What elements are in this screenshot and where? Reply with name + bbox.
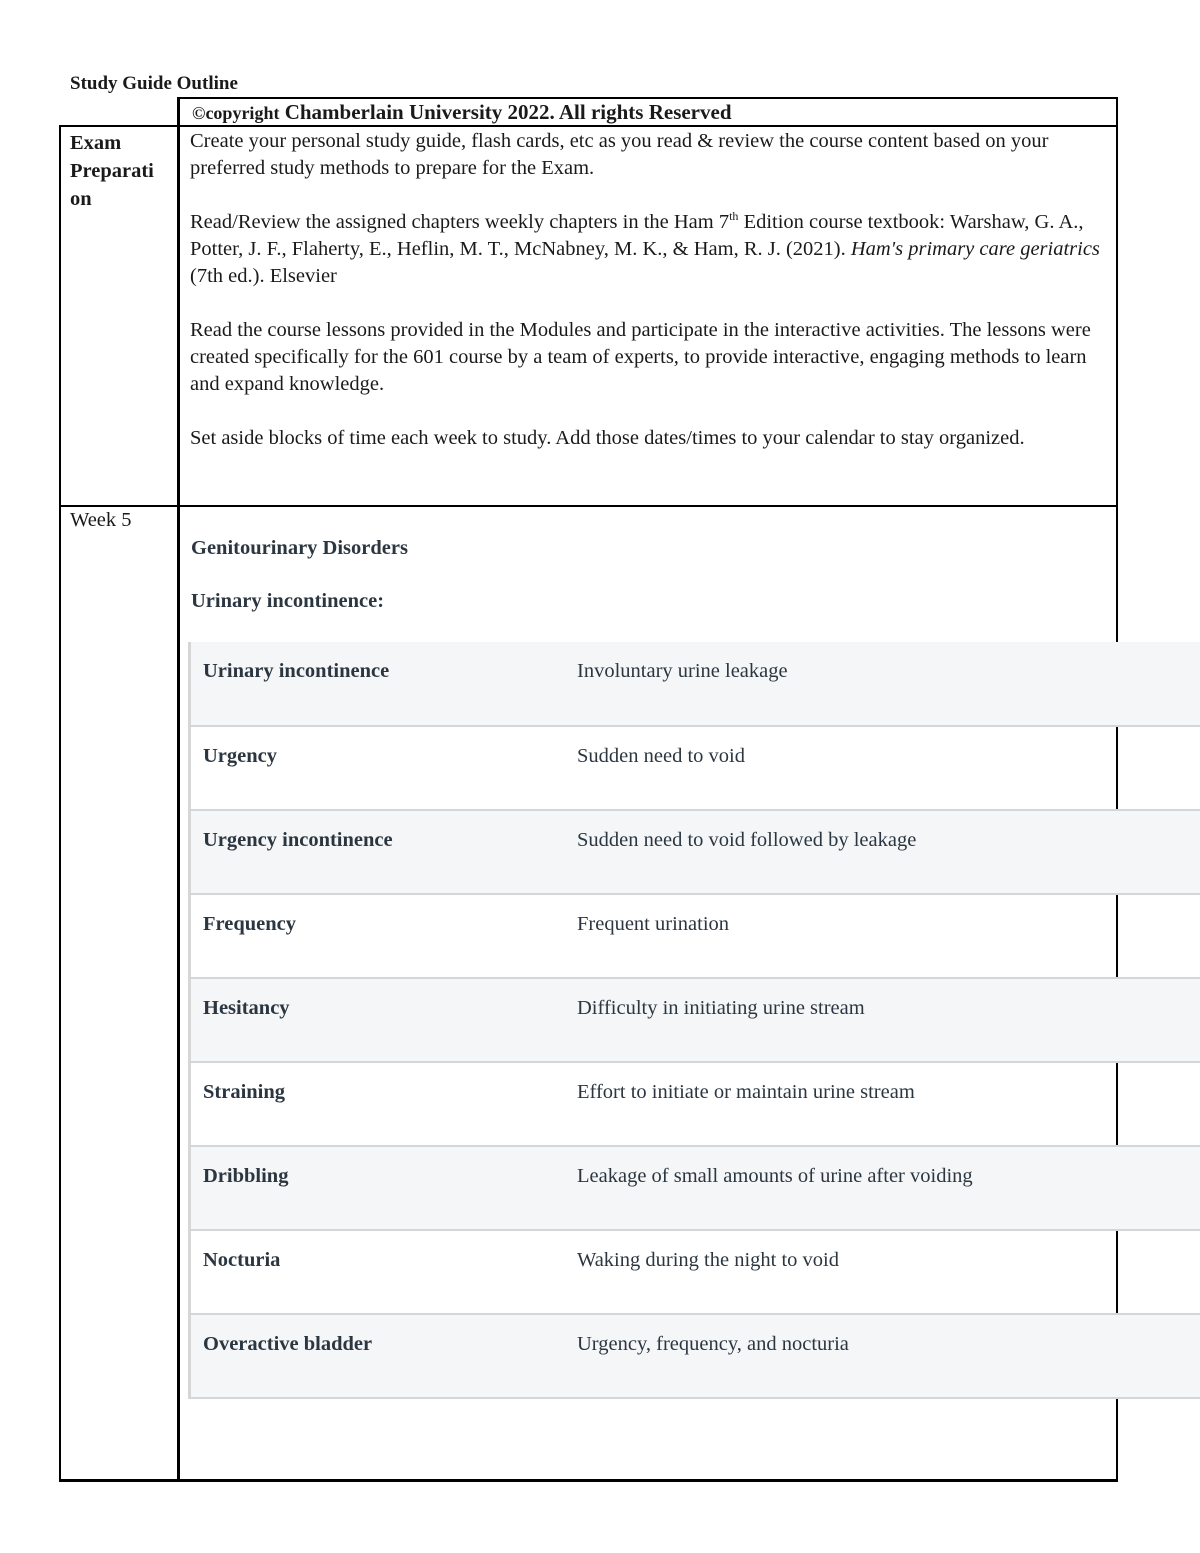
textbook-text-start: Read/Review the assigned chapters weekly chapters in the Ham 7 <box>190 211 730 233</box>
definition-term: Urinary incontinence <box>203 660 390 682</box>
table-row <box>191 1147 1200 1231</box>
textbook-text-end: (7th ed.). Elsevier <box>190 265 337 287</box>
table-row <box>191 727 1200 811</box>
definition-description: Sudden need to void followed by leakage <box>577 829 917 851</box>
definition-term: Dribbling <box>203 1165 289 1187</box>
definition-term: Overactive bladder <box>203 1333 373 1355</box>
definition-term: Straining <box>203 1081 286 1103</box>
definition-term: Urgency incontinence <box>203 829 393 851</box>
study-guide-paragraph: Create your personal study guide, flash cards, etc as you read & review the course content based on your preferred study methods to prepare for the Exam. <box>190 130 1049 179</box>
definition-description: Waking during the night to void <box>577 1249 839 1271</box>
table-row <box>191 1063 1200 1147</box>
header-bottom-border <box>59 125 1118 127</box>
definition-description: Involuntary urine leakage <box>577 660 788 682</box>
copyright-text: Chamberlain University 2022. All rights Reserved <box>279 100 732 124</box>
table-row <box>191 642 1200 727</box>
copyright-prefix: ©copyright <box>192 103 280 123</box>
definition-description: Urgency, frequency, and nocturia <box>577 1333 849 1355</box>
section-heading: Genitourinary Disorders <box>191 537 408 559</box>
table-top-border <box>178 97 1118 99</box>
schedule-paragraph: Set aside blocks of time each week to study. Add those dates/times to your calendar to stay organized. <box>190 427 1025 449</box>
textbook-title: Ham's primary care geriatrics <box>850 238 1100 260</box>
definition-description: Leakage of small amounts of urine after voiding <box>577 1165 973 1187</box>
lessons-paragraph: Read the course lessons provided in the Modules and participate in the interactive activities. The lessons were created specifically for the 601 course by a team of experts, to provide interactive, engaging methods to learn and expand knowledge. <box>190 319 1091 395</box>
definition-term: Nocturia <box>203 1249 281 1271</box>
definition-description: Sudden need to void <box>577 745 745 767</box>
exam-row-bottom-border <box>59 505 1118 507</box>
week-5-label: Week 5 <box>70 509 132 531</box>
definition-term: Frequency <box>203 913 297 935</box>
textbook-text-middle: Edition course textbook: Warshaw, G. A., Potter, J. F., Flaherty, E., Heflin, M. T., McNabney, M. K., & Ham, R. J. (2021). <box>190 211 1084 260</box>
section-subheading: Urinary incontinence: <box>191 590 385 612</box>
exam-preparation-label: Exam Preparati on <box>70 132 154 210</box>
definitions-table <box>188 642 1200 1399</box>
textbook-paragraph <box>190 209 1110 290</box>
definition-term: Hesitancy <box>203 997 290 1019</box>
document-title: Study Guide Outline <box>70 73 238 94</box>
definition-description: Effort to initiate or maintain urine stream <box>577 1081 915 1103</box>
table-row <box>191 979 1200 1063</box>
definition-description: Frequent urination <box>577 913 730 935</box>
definition-term: Urgency <box>203 745 278 767</box>
column-divider <box>177 97 180 1482</box>
table-row <box>191 811 1200 895</box>
table-bottom-border <box>59 1479 1118 1482</box>
table-row <box>191 895 1200 979</box>
edition-superscript: th <box>729 209 739 224</box>
table-left-border <box>59 125 61 1482</box>
copyright-header <box>192 100 732 125</box>
table-row <box>191 1315 1200 1399</box>
table-row <box>191 1231 1200 1315</box>
definition-description: Difficulty in initiating urine stream <box>577 997 865 1019</box>
exam-preparation-content <box>190 128 1110 479</box>
